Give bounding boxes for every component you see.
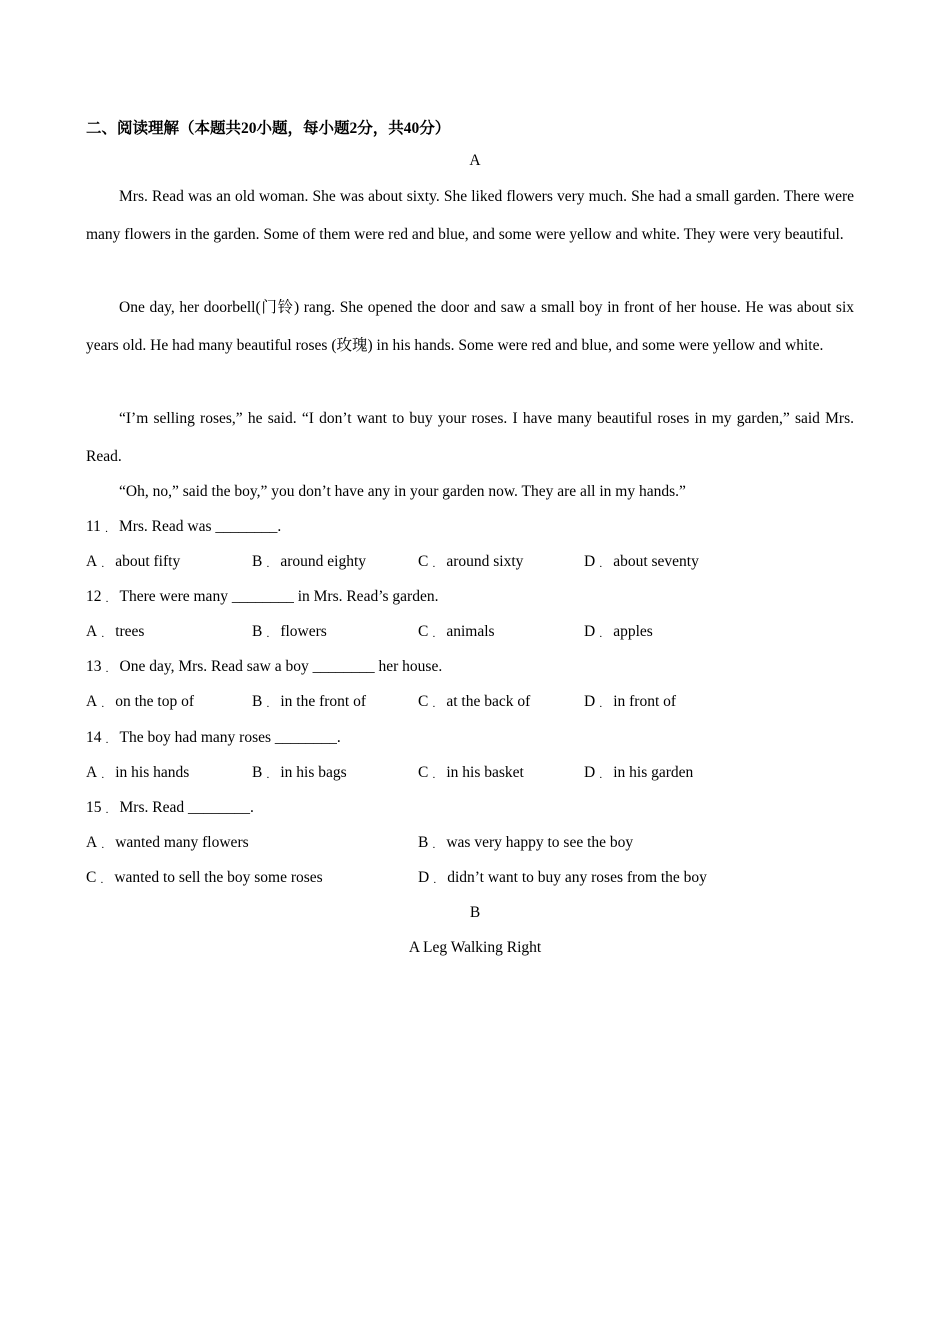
q12-option-c: C ． animals — [418, 623, 495, 640]
q11-option-c: C ． around sixty — [418, 553, 524, 570]
q14-option-a: A ． in his hands — [86, 764, 190, 781]
passage-a-label: A — [469, 152, 481, 169]
q12-option-a: A ． trees — [86, 623, 145, 640]
q15-option-c: C ． wanted to sell the boy some roses — [86, 869, 323, 886]
q14-option-b: B ． in his bags — [252, 764, 347, 781]
q15-option-b: B ． was very happy to see the boy — [418, 834, 634, 851]
q13-option-d: D ． in front of — [584, 693, 677, 710]
q15-option-a: A ． wanted many flowers — [86, 834, 249, 851]
q13-option-a: A ． on the top of — [86, 693, 194, 710]
q11-option-b: B ． around eighty — [252, 553, 367, 570]
q12-option-d: D ． apples — [584, 623, 653, 640]
q15-option-d: D ． didn’t want to buy any roses from the boy — [418, 869, 707, 886]
q14-option-d: D ． in his garden — [584, 764, 694, 781]
question-11: 11 ． Mrs. Read was ________. — [86, 518, 282, 535]
passage-b-title: A Leg Walking Right — [408, 939, 542, 956]
q13-option-c: C ． at the back of — [418, 693, 531, 710]
q11-option-a: A ． about fifty — [86, 553, 181, 570]
question-13: 13 ． One day, Mrs. Read saw a boy ________ her house. — [86, 658, 443, 675]
q12-option-b: B ． flowers — [252, 623, 327, 640]
question-12: 12 ． There were many ________ in Mrs. Read’s garden. — [86, 588, 439, 605]
passage-a-paragraph-3: “I’m selling roses,” he said. “I don’t want to buy your roses. I have many beautiful roses in my garden,” said Mrs. Read. — [86, 410, 854, 465]
q14-option-c: C ． in his basket — [418, 764, 524, 781]
passage-a-paragraph-4: “Oh, no,” said the boy,” you don’t have any in your garden now. They are all in my hands.” — [119, 483, 686, 500]
passage-b-label: B — [469, 904, 481, 921]
passage-a-paragraph-2: One day, her doorbell(门铃) rang. She opened the door and saw a small boy in front of her house. He was about six years old. He had many beautiful roses (玫瑰) in his hands. Some were red and blue, and some were yellow and white. — [86, 299, 854, 354]
section-heading: 二、阅读理解（本题共20小题，每小题2分，共40分） — [86, 120, 451, 137]
q11-option-d: D ． about seventy — [584, 553, 699, 570]
question-14: 14 ． The boy had many roses ________. — [86, 729, 341, 746]
passage-a-paragraph-1: Mrs. Read was an old woman. She was about sixty. She liked flowers very much. She had a small garden. There were many flowers in the garden. Some of them were red and blue, and some were yellow and white. They were very beautiful. — [86, 188, 854, 243]
q13-option-b: B ． in the front of — [252, 693, 367, 710]
question-15: 15 ． Mrs. Read ________. — [86, 799, 254, 816]
